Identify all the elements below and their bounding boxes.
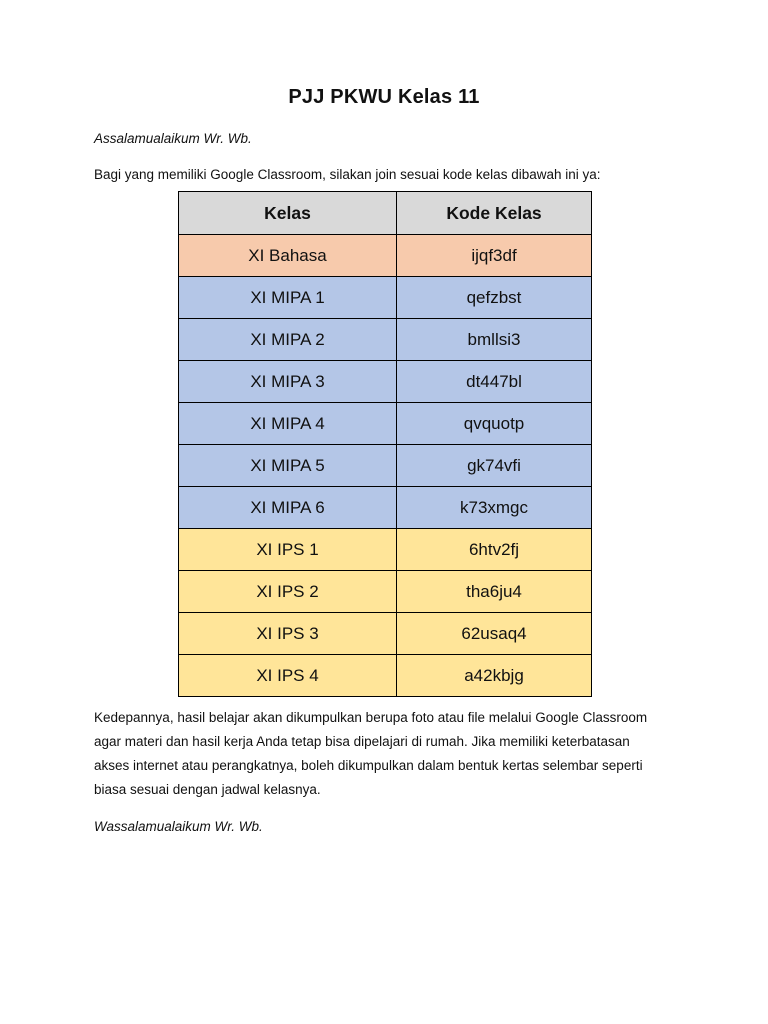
class-code-cell: k73xmgc [397, 487, 592, 529]
class-name-cell: XI IPS 3 [179, 613, 397, 655]
class-code-cell: qvquotp [397, 403, 592, 445]
paragraph-line: agar materi dan hasil kerja Anda tetap bisa dipelajari di rumah. Jika memiliki keterbatasan [94, 734, 630, 749]
class-name-cell: XI IPS 1 [179, 529, 397, 571]
class-name-cell: XI MIPA 3 [179, 361, 397, 403]
table-row [179, 403, 592, 445]
paragraph-line: Kedepannya, hasil belajar akan dikumpulkan berupa foto atau file melalui Google Classroom [94, 710, 648, 725]
class-code-cell: gk74vfi [397, 445, 592, 487]
closing-text: Wassalamualaikum Wr. Wb. [94, 819, 263, 834]
class-code-cell: dt447bl [397, 361, 592, 403]
class-name-cell: XI MIPA 5 [179, 445, 397, 487]
class-code-cell: qefzbst [397, 277, 592, 319]
submission-paragraph [94, 706, 674, 802]
table-row [179, 319, 592, 361]
class-name-cell: XI MIPA 6 [179, 487, 397, 529]
class-name-cell: XI IPS 4 [179, 655, 397, 697]
table-row [179, 487, 592, 529]
table-row [179, 235, 592, 277]
header-kode-kelas: Kode Kelas [397, 192, 592, 235]
table-row [179, 445, 592, 487]
table-row [179, 613, 592, 655]
class-code-cell: tha6ju4 [397, 571, 592, 613]
class-name-cell: XI MIPA 1 [179, 277, 397, 319]
table-row [179, 361, 592, 403]
header-kelas: Kelas [179, 192, 397, 235]
class-code-cell: 6htv2fj [397, 529, 592, 571]
class-name-cell: XI MIPA 4 [179, 403, 397, 445]
class-code-table [178, 191, 592, 697]
class-name-cell: XI Bahasa [179, 235, 397, 277]
paragraph-line: akses internet atau perangkatnya, boleh dikumpulkan dalam bentuk kertas selembar seperti [94, 758, 643, 773]
class-code-cell: 62usaq4 [397, 613, 592, 655]
paragraph-line: biasa sesuai dengan jadwal kelasnya. [94, 782, 321, 797]
class-code-cell: bmllsi3 [397, 319, 592, 361]
table-row [179, 529, 592, 571]
class-name-cell: XI MIPA 2 [179, 319, 397, 361]
page-title: PJJ PKWU Kelas 11 [288, 86, 480, 108]
table-header-row [179, 192, 592, 235]
class-name-cell: XI IPS 2 [179, 571, 397, 613]
greeting-text: Assalamualaikum Wr. Wb. [94, 131, 252, 146]
intro-text: Bagi yang memiliki Google Classroom, silakan join sesuai kode kelas dibawah ini ya: [94, 167, 601, 182]
class-code-cell: ijqf3df [397, 235, 592, 277]
table-row [179, 571, 592, 613]
table-row [179, 277, 592, 319]
class-code-cell: a42kbjg [397, 655, 592, 697]
table-row [179, 655, 592, 697]
